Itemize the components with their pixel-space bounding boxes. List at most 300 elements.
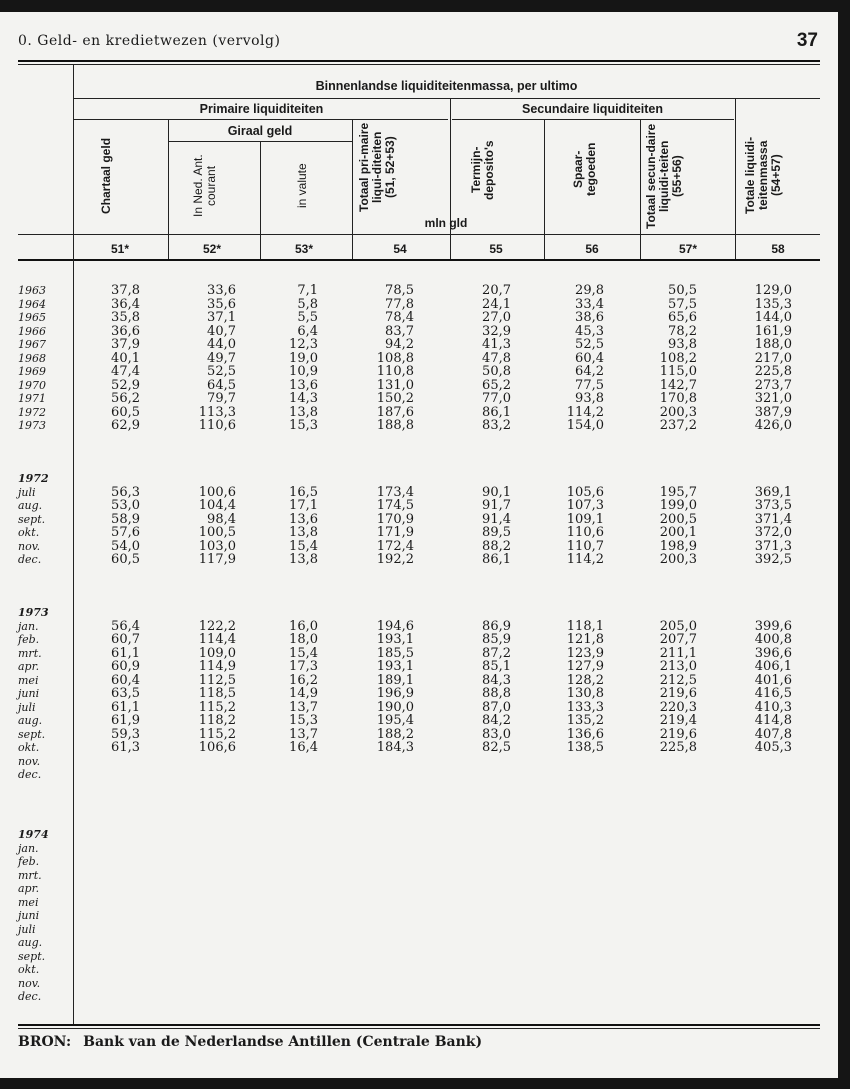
table-cell: 78,2 [668,323,697,339]
row-label: aug. [18,499,43,512]
table-cell: 138,5 [566,740,604,755]
table-cell: 13,8 [289,552,318,567]
row-label: nov. [18,976,41,990]
table-cell: 115,2 [198,726,236,742]
table-cell: 199,0 [659,498,697,513]
row-label: juni [18,687,40,700]
table-cell: 115,2 [198,699,236,715]
table-cell: 189,1 [376,672,414,688]
table-cell: 15,4 [289,538,318,554]
table-cell: 144,0 [754,310,792,325]
table-cell: 56,2 [111,391,140,406]
table-cell: 174,5 [376,498,414,513]
unit-label: mln gld [424,216,468,230]
row-label: 1974 [18,828,49,841]
row-label: 1965 [18,311,46,324]
table-cell: 56,3 [111,484,140,500]
row-label: sept. [18,512,46,526]
col-divider-1 [168,119,169,259]
table-cell: 130,8 [566,686,604,701]
table-cell: 154,0 [566,418,604,433]
table-cell: 37,1 [207,310,236,325]
col-header-ned-ant: In Ned. Ant. courant [191,154,218,218]
table-cell: 40,7 [207,323,236,339]
row-label: mrt. [18,868,42,882]
table-cell: 19,0 [289,350,318,366]
table-cell: 161,9 [754,323,792,339]
table-cell: 61,3 [111,740,140,755]
table-cell: 190,0 [376,699,414,715]
title-rule [73,98,820,99]
top-rule [18,60,820,62]
table-cell: 107,3 [566,498,604,513]
col-header-termijn: Termijn-deposito's [469,140,496,200]
col-num-53: 53* [294,242,314,256]
table-cell: 187,6 [376,404,414,420]
col-header-valute: in valute [295,163,309,209]
table-cell: 108,2 [659,350,697,366]
table-cell: 135,3 [754,296,792,312]
row-label: feb. [18,633,40,646]
table-cell: 194,6 [376,618,414,634]
table-cell: 407,8 [754,726,792,742]
table-cell: 91,4 [482,511,511,527]
table-cell: 129,0 [754,283,792,298]
table-cell: 106,6 [198,740,236,755]
table-cell: 321,0 [754,391,792,406]
table-cell: 10,9 [289,364,318,379]
table-cell: 90,1 [482,484,511,500]
table-cell: 60,4 [111,672,140,688]
table-cell: 219,6 [659,686,697,701]
table-cell: 61,1 [111,645,140,661]
table-cell: 373,5 [754,498,792,513]
table-cell: 104,4 [198,498,236,513]
table-cell: 58,9 [111,511,140,527]
table-cell: 117,9 [198,552,236,567]
row-label: okt. [18,741,40,754]
row-label: nov. [18,539,41,553]
source-text: Bank van de Nederlandse Antillen (Centrale Bank) [83,1034,483,1050]
table-cell: 405,3 [754,740,792,755]
stub-divider [73,64,74,1024]
table-cell: 200,5 [659,511,697,527]
table-cell: 88,2 [482,538,511,554]
table-cell: 40,1 [111,350,140,366]
table-cell: 12,3 [289,337,318,352]
table-cell: 196,9 [376,686,414,701]
table-cell: 93,8 [575,391,604,406]
table-cell: 79,7 [207,391,236,406]
table-cell: 60,9 [111,659,140,674]
table-cell: 108,8 [376,350,414,366]
row-label: juni [18,909,40,922]
table-cell: 85,1 [482,659,511,674]
table-cell: 136,6 [566,726,604,742]
table-cell: 14,3 [289,391,318,406]
row-label: 1972 [18,405,46,419]
table-cell: 195,7 [659,484,697,500]
table-cell: 193,1 [376,632,414,647]
table-cell: 114,2 [566,404,604,420]
table-cell: 171,9 [376,525,414,540]
row-label: aug. [18,936,43,949]
table-cell: 64,2 [575,364,604,379]
table-cell: 118,1 [566,618,604,634]
row-label: okt. [18,963,40,976]
table-cell: 13,7 [289,699,318,715]
table-cell: 225,8 [754,364,792,379]
primary-group-header: Primaire liquiditeiten [199,102,324,116]
table-cell: 52,5 [575,337,604,352]
col-header-totaal-primair: Totaal pri-maire liqui-diteiten (51, 52+53) [357,122,397,212]
document-page [0,12,838,1078]
row-label: okt. [18,526,40,539]
row-label: 1967 [18,338,46,351]
col-divider-6 [640,119,641,259]
col-divider-4 [450,98,451,259]
col-header-totale-massa: Totale liquidi-teitenmassa (54+57) [743,136,783,214]
table-cell: 60,5 [111,404,140,420]
table-cell: 49,7 [207,350,236,366]
table-cell: 387,9 [754,404,792,420]
table-cell: 414,8 [754,713,792,728]
row-label: mei [18,673,39,687]
table-cell: 50,8 [482,364,511,379]
table-cell: 105,6 [566,484,604,500]
table-cell: 93,8 [668,337,697,352]
group-rule-secondary [452,119,734,120]
table-cell: 195,4 [376,713,414,728]
table-cell: 36,4 [111,296,140,312]
row-label: mei [18,895,39,909]
table-cell: 100,5 [198,525,236,540]
table-cell: 17,1 [289,498,318,513]
table-cell: 200,3 [659,404,697,420]
table-cell: 219,4 [659,713,697,728]
table-cell: 35,8 [111,310,140,325]
row-label: 1968 [18,351,46,365]
table-cell: 135,2 [566,713,604,728]
table-cell: 64,5 [207,377,236,393]
row-label: dec. [18,553,42,566]
table-cell: 6,4 [297,323,318,339]
table-cell: 44,0 [207,337,236,352]
table-cell: 62,9 [111,418,140,433]
table-cell: 15,3 [289,713,318,728]
table-cell: 396,6 [754,645,792,661]
table-cell: 78,4 [385,310,414,325]
table-cell: 65,6 [668,310,697,325]
table-cell: 61,9 [111,713,140,728]
row-label: 1973 [18,419,46,432]
table-cell: 114,2 [566,552,604,567]
table-cell: 416,5 [754,686,792,701]
row-label: juli [18,485,36,499]
table-cell: 57,6 [111,525,140,540]
table-cell: 114,4 [198,632,236,647]
table-cell: 16,2 [289,672,318,688]
col-divider-2 [260,141,261,259]
table-cell: 77,5 [575,377,604,393]
row-label: 1966 [18,324,46,338]
table-cell: 33,4 [575,296,604,312]
table-cell: 78,5 [385,283,414,298]
row-label: 1964 [18,297,46,311]
table-cell: 5,8 [297,296,318,312]
table-cell: 84,3 [482,672,511,688]
table-cell: 400,8 [754,632,792,647]
table-cell: 213,0 [659,659,697,674]
table-cell: 219,6 [659,726,697,742]
row-label: 1971 [18,392,46,405]
table-cell: 83,0 [482,726,511,742]
source-label: BRON: [18,1034,72,1050]
table-cell: 150,2 [376,391,414,406]
table-cell: 7,1 [297,283,318,298]
table-cell: 77,0 [482,391,511,406]
col-num-55: 55 [489,242,503,256]
table-cell: 60,4 [575,350,604,366]
table-cell: 406,1 [754,659,792,674]
giraal-group-header: Giraal geld [227,124,293,138]
table-cell: 372,0 [754,525,792,540]
source-note [18,1034,494,1050]
table-cell: 5,5 [297,310,318,325]
row-label: sept. [18,949,46,963]
table-cell: 37,9 [111,337,140,352]
table-cell: 170,9 [376,511,414,527]
table-cell: 65,2 [482,377,511,393]
table-cell: 112,5 [198,672,236,688]
table-cell: 57,5 [668,296,697,312]
table-cell: 18,0 [289,632,318,647]
row-label: 1963 [18,284,46,297]
table-cell: 133,3 [566,699,604,715]
row-label: sept. [18,727,46,741]
row-label: aug. [18,714,43,727]
table-cell: 109,0 [198,645,236,661]
col-divider-3 [352,119,353,259]
table-cell: 87,2 [482,645,511,661]
secondary-group-header: Secundaire liquiditeiten [522,102,663,116]
table-cell: 172,4 [376,538,414,554]
header-bottom-rule [18,259,820,261]
table-cell: 225,8 [659,740,697,755]
table-cell: 91,7 [482,498,511,513]
table-cell: 83,7 [385,323,414,339]
table-cell: 38,6 [575,310,604,325]
table-cell: 77,8 [385,296,414,312]
table-cell: 109,1 [566,511,604,527]
table-cell: 371,3 [754,538,792,554]
col-header-spaar: Spaar-tegoeden [571,142,598,196]
table-cell: 13,7 [289,726,318,742]
table-cell: 237,2 [659,418,697,433]
page-number: 37 [796,30,818,51]
table-cell: 15,4 [289,645,318,661]
table-cell: 94,2 [385,337,414,352]
table-cell: 60,5 [111,552,140,567]
row-label: juli [18,700,36,714]
table-cell: 193,1 [376,659,414,674]
table-cell: 207,7 [659,632,697,647]
table-cell: 110,6 [198,418,236,433]
table-cell: 128,2 [566,672,604,688]
table-cell: 211,1 [659,645,697,661]
table-cell: 100,6 [198,484,236,500]
table-cell: 47,4 [111,364,140,379]
table-cell: 86,1 [482,404,511,420]
table-cell: 212,5 [659,672,697,688]
table-cell: 127,9 [566,659,604,674]
table-cell: 50,5 [668,283,697,298]
table-cell: 13,8 [289,404,318,420]
section-title: 0. Geld- en kredietwezen (vervolg) [18,33,281,49]
table-cell: 32,9 [482,323,511,339]
table-cell: 20,7 [482,283,511,298]
table-cell: 110,6 [566,525,604,540]
row-label: apr. [18,882,40,895]
column-number-rule [18,234,820,235]
table-cell: 54,0 [111,538,140,554]
table-title: Binnenlandse liquiditeitenmassa, per ultimo [315,79,578,93]
table-cell: 14,9 [289,686,318,701]
col-num-58: 58 [771,242,785,256]
row-label: mrt. [18,646,42,660]
table-cell: 110,7 [566,538,604,554]
table-cell: 98,4 [207,511,236,527]
col-divider-7 [735,98,736,259]
bottom-rule-thin [18,1028,820,1029]
table-cell: 392,5 [754,552,792,567]
table-cell: 142,7 [659,377,697,393]
table-cell: 16,4 [289,740,318,755]
row-label: jan. [18,841,39,855]
table-cell: 86,1 [482,552,511,567]
row-label: 1970 [18,378,46,392]
table-cell: 82,5 [482,740,511,755]
table-cell: 13,8 [289,525,318,540]
table-cell: 192,2 [376,552,414,567]
table-cell: 110,8 [376,364,414,379]
table-cell: 88,8 [482,686,511,701]
col-divider-5 [544,119,545,259]
table-cell: 170,8 [659,391,697,406]
table-cell: 188,8 [376,418,414,433]
table-cell: 56,4 [111,618,140,634]
table-cell: 205,0 [659,618,697,634]
table-cell: 13,6 [289,377,318,393]
table-cell: 45,3 [575,323,604,339]
col-num-54: 54 [393,242,407,256]
table-cell: 121,8 [566,632,604,647]
table-cell: 59,3 [111,726,140,742]
row-label: juli [18,922,36,936]
table-cell: 220,3 [659,699,697,715]
table-cell: 47,8 [482,350,511,366]
table-cell: 15,3 [289,418,318,433]
table-cell: 200,1 [659,525,697,540]
table-cell: 131,0 [376,377,414,393]
row-label: apr. [18,660,40,673]
top-rule-thin [18,64,820,65]
table-cell: 33,6 [207,283,236,298]
table-cell: 200,3 [659,552,697,567]
table-cell: 123,9 [566,645,604,661]
col-num-56: 56 [585,242,599,256]
col-header-chartaal: Chartaal geld [99,137,113,215]
table-cell: 273,7 [754,377,792,393]
table-cell: 41,3 [482,337,511,352]
table-cell: 27,0 [482,310,511,325]
table-cell: 188,0 [754,337,792,352]
table-cell: 24,1 [482,296,511,312]
table-cell: 52,9 [111,377,140,393]
table-cell: 118,5 [198,686,236,701]
table-cell: 114,9 [198,659,236,674]
row-label: 1969 [18,365,46,378]
row-label: 1972 [18,472,49,485]
row-label: dec. [18,768,42,781]
table-cell: 35,6 [207,296,236,312]
row-label: dec. [18,990,42,1003]
table-cell: 89,5 [482,525,511,540]
table-cell: 217,0 [754,350,792,366]
table-cell: 173,4 [376,484,414,500]
table-cell: 188,2 [376,726,414,742]
table-cell: 17,3 [289,659,318,674]
table-cell: 16,0 [289,618,318,634]
bottom-rule [18,1024,820,1026]
table-cell: 86,9 [482,618,511,634]
table-cell: 83,2 [482,418,511,433]
table-cell: 53,0 [111,498,140,513]
table-cell: 184,3 [376,740,414,755]
table-cell: 103,0 [198,538,236,554]
table-cell: 198,9 [659,538,697,554]
table-cell: 113,3 [198,404,236,420]
table-cell: 37,8 [111,283,140,298]
table-cell: 118,2 [198,713,236,728]
row-label: nov. [18,754,41,768]
group-rule-primary [73,119,448,120]
table-cell: 61,1 [111,699,140,715]
table-cell: 84,2 [482,713,511,728]
table-cell: 426,0 [754,418,792,433]
table-cell: 410,3 [754,699,792,715]
row-label: jan. [18,619,39,633]
table-cell: 13,6 [289,511,318,527]
table-cell: 401,6 [754,672,792,688]
table-cell: 85,9 [482,632,511,647]
table-cell: 63,5 [111,686,140,701]
table-cell: 16,5 [289,484,318,500]
table-cell: 36,6 [111,323,140,339]
table-cell: 185,5 [376,645,414,661]
col-num-51: 51* [110,242,130,256]
table-cell: 60,7 [111,632,140,647]
col-num-52: 52* [202,242,222,256]
table-cell: 122,2 [198,618,236,634]
table-cell: 115,0 [659,364,697,379]
row-label: 1973 [18,606,49,619]
table-cell: 29,8 [575,283,604,298]
table-cell: 371,4 [754,511,792,527]
table-cell: 399,6 [754,618,792,634]
table-cell: 369,1 [754,484,792,500]
col-header-totaal-secundair: Totaal secun-daire liquidi-teiten (55+56) [644,123,684,229]
